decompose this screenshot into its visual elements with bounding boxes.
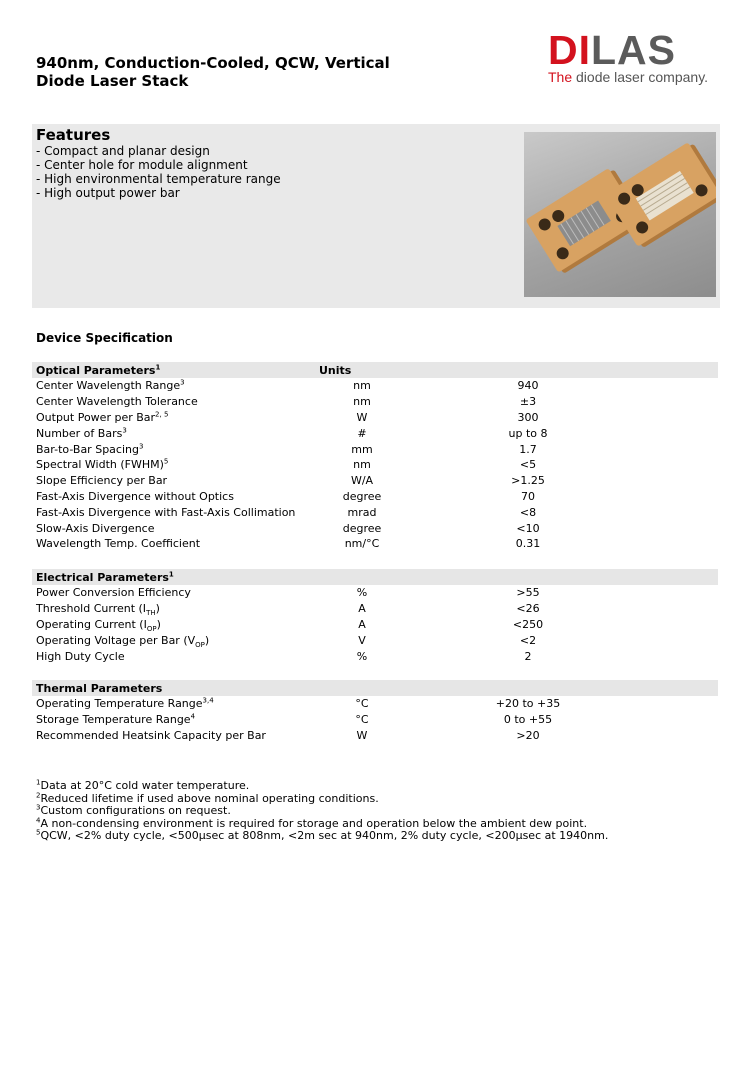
features-heading: Features [36,126,111,144]
title-line-2: Diode Laser Stack [36,72,189,90]
table-row: Operating Temperature Range$^{3,4}$ °C +20 to +35 [36,696,561,711]
document-title [36,54,390,90]
table-row: Power Conversion Efficiency % >55 [36,586,540,600]
title-line-1: 940nm, Conduction-Cooled, QCW, Vertical [36,54,390,72]
table-row: Output Power per Bar$^{2, 5}$ W 300 [36,410,539,424]
footnotes [36,780,608,843]
footnote: $^1$Data at 20°C cold water temperature. [36,778,250,792]
feature-item: - High environmental temperature range [36,172,281,186]
laser-stack-illustration [524,132,716,297]
features-list [36,144,281,200]
thermal-parameters-table [32,680,718,743]
table-header: Optical Parameters$^1$ Units [32,362,718,378]
table-row: Fast-Axis Divergence without Optics degree 70 [36,489,535,503]
table-header: Thermal Parameters [32,680,718,696]
footnote: $^3$Custom configurations on request. [36,803,231,818]
units-header: Units [319,363,352,377]
footnote: $^2$Reduced lifetime if used above nominal operating conditions. [36,790,379,805]
logo-tagline: The diode laser company. [548,69,709,85]
optical-parameters-table [32,362,718,552]
footnote: $^4$A non-condensing environment is required for storage and operation below the ambient dew point. [36,816,588,830]
logo-wordmark: DILAS [548,27,676,73]
table-row: Spectral Width (FWHM)$^5$ nm <5 [36,457,537,472]
table-row: Operating Current $(I_{OP})$ A <250 [36,617,544,634]
product-photo [524,132,716,297]
dilas-logo [548,27,728,87]
features-panel [32,124,720,308]
table-row: Wavelength Temp. Coefficient nm/°C 0.31 [36,537,541,551]
feature-item: - Compact and planar design [36,144,210,158]
table-row: High Duty Cycle % 2 [36,649,532,663]
table-row: Storage Temperature Range$^4$ °C 0 to +55 [36,712,553,727]
table-row: Bar-to-Bar Spacing$^3$ mm 1.7 [36,441,537,456]
table-row: Operating Voltage per Bar $(V_{OP})$ V <2 [36,633,537,649]
electrical-parameters-table [32,569,718,664]
table-row: Fast-Axis Divergence with Fast-Axis Collimation mrad <8 [36,505,537,519]
table-header: Electrical Parameters$^1$ [32,569,718,585]
table-row: Center Wavelength Tolerance nm ±3 [36,395,537,409]
footnote: $^5$QCW, <2% duty cycle, <500µsec at 808nm, <2m sec at 940nm, 2% duty cycle, <200µsec at 1940nm. [36,828,609,843]
table-row: Threshold Current $(I_{TH})$ A <26 [36,602,540,618]
feature-item: - Center hole for module alignment [36,158,248,172]
table-row: Center Wavelength Range$^3$ nm 940 [36,378,539,393]
table-row: Slow-Axis Divergence degree <10 [36,521,540,535]
table-row: Recommended Heatsink Capacity per Bar W >20 [36,728,540,742]
spec-heading: Device Specification [36,331,173,345]
table-row: Slope Efficiency per Bar W/A >1.25 [36,474,545,488]
table-row: Number of Bars$^3$ # up to 8 [36,426,548,440]
feature-item: - High output power bar [36,186,180,200]
